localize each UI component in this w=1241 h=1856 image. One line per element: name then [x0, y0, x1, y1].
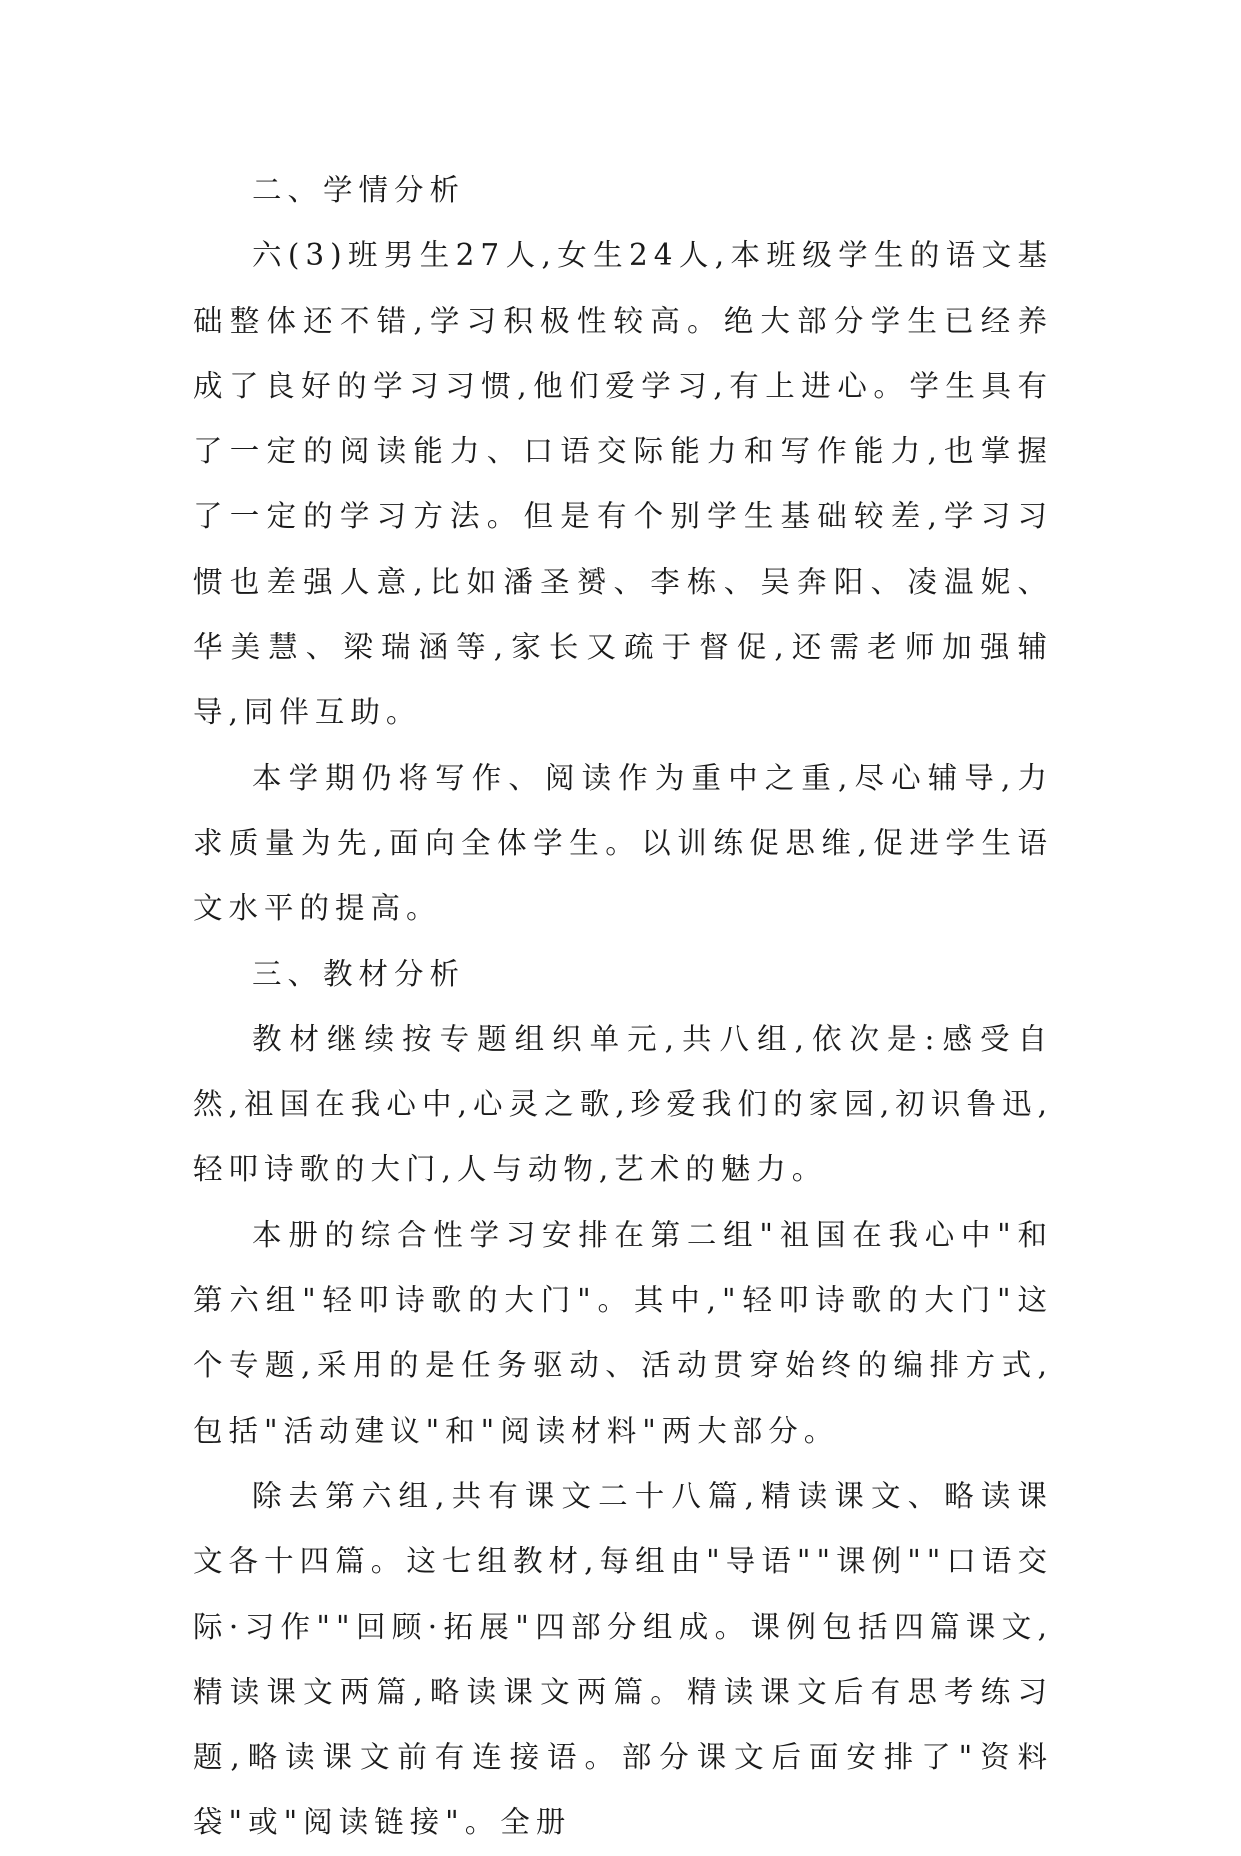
- paragraph-lesson-structure: 除去第六组,共有课文二十八篇,精读课文、略读课文各十四篇。这七组教材,每组由"导语""课例""口语交际·习作""回顾·拓展"四部分组成。课例包括四篇课文,精读课文两篇,略读课文两篇。精读课文后有思考练习题,略读课文前有连接语。部分课文后面安排了"资料袋"或"阅读链接"。全册: [193, 1478, 1053, 1840]
- paragraph-class-overview: 六(3)班男生27人,女生24人,本班级学生的语文基础整体还不错,学习积极性较高。绝大部分学生已经养成了良好的学习习惯,他们爱学习,有上进心。学生具有了一定的阅读能力、口语交际能力和写作能力,也掌握了一定的学习方法。但是有个别学生基础较差,学习习惯也差强人意,比如潘圣赟、李栋、吴奔阳、凌温妮、华美慧、梁瑞涵等,家长又疏于督促,还需老师加强辅导,同伴互助。: [193, 238, 1053, 730]
- paragraph-comprehensive-learning: 本册的综合性学习安排在第二组"祖国在我心中"和第六组"轻叩诗歌的大门"。其中,"轻叩诗歌的大门"这个专题,采用的是任务驱动、活动贯穿始终的编排方式,包括"活动建议"和"阅读材料"两大部分。: [193, 1217, 1053, 1448]
- document-body: [193, 158, 1053, 1856]
- paragraph-semester-focus: 本学期仍将写作、阅读作为重中之重,尽心辅导,力求质量为先,面向全体学生。以训练促思维,促进学生语文水平的提高。: [193, 760, 1053, 926]
- paragraph-unit-topics: 教材继续按专题组织单元,共八组,依次是:感受自然,祖国在我心中,心灵之歌,珍爱我们的家园,初识鲁迅,轻叩诗歌的大门,人与动物,艺术的魅力。: [193, 1021, 1053, 1187]
- section-heading-student-analysis: 二、学情分析: [252, 173, 466, 207]
- section-heading-textbook-analysis: 三、教材分析: [252, 956, 466, 991]
